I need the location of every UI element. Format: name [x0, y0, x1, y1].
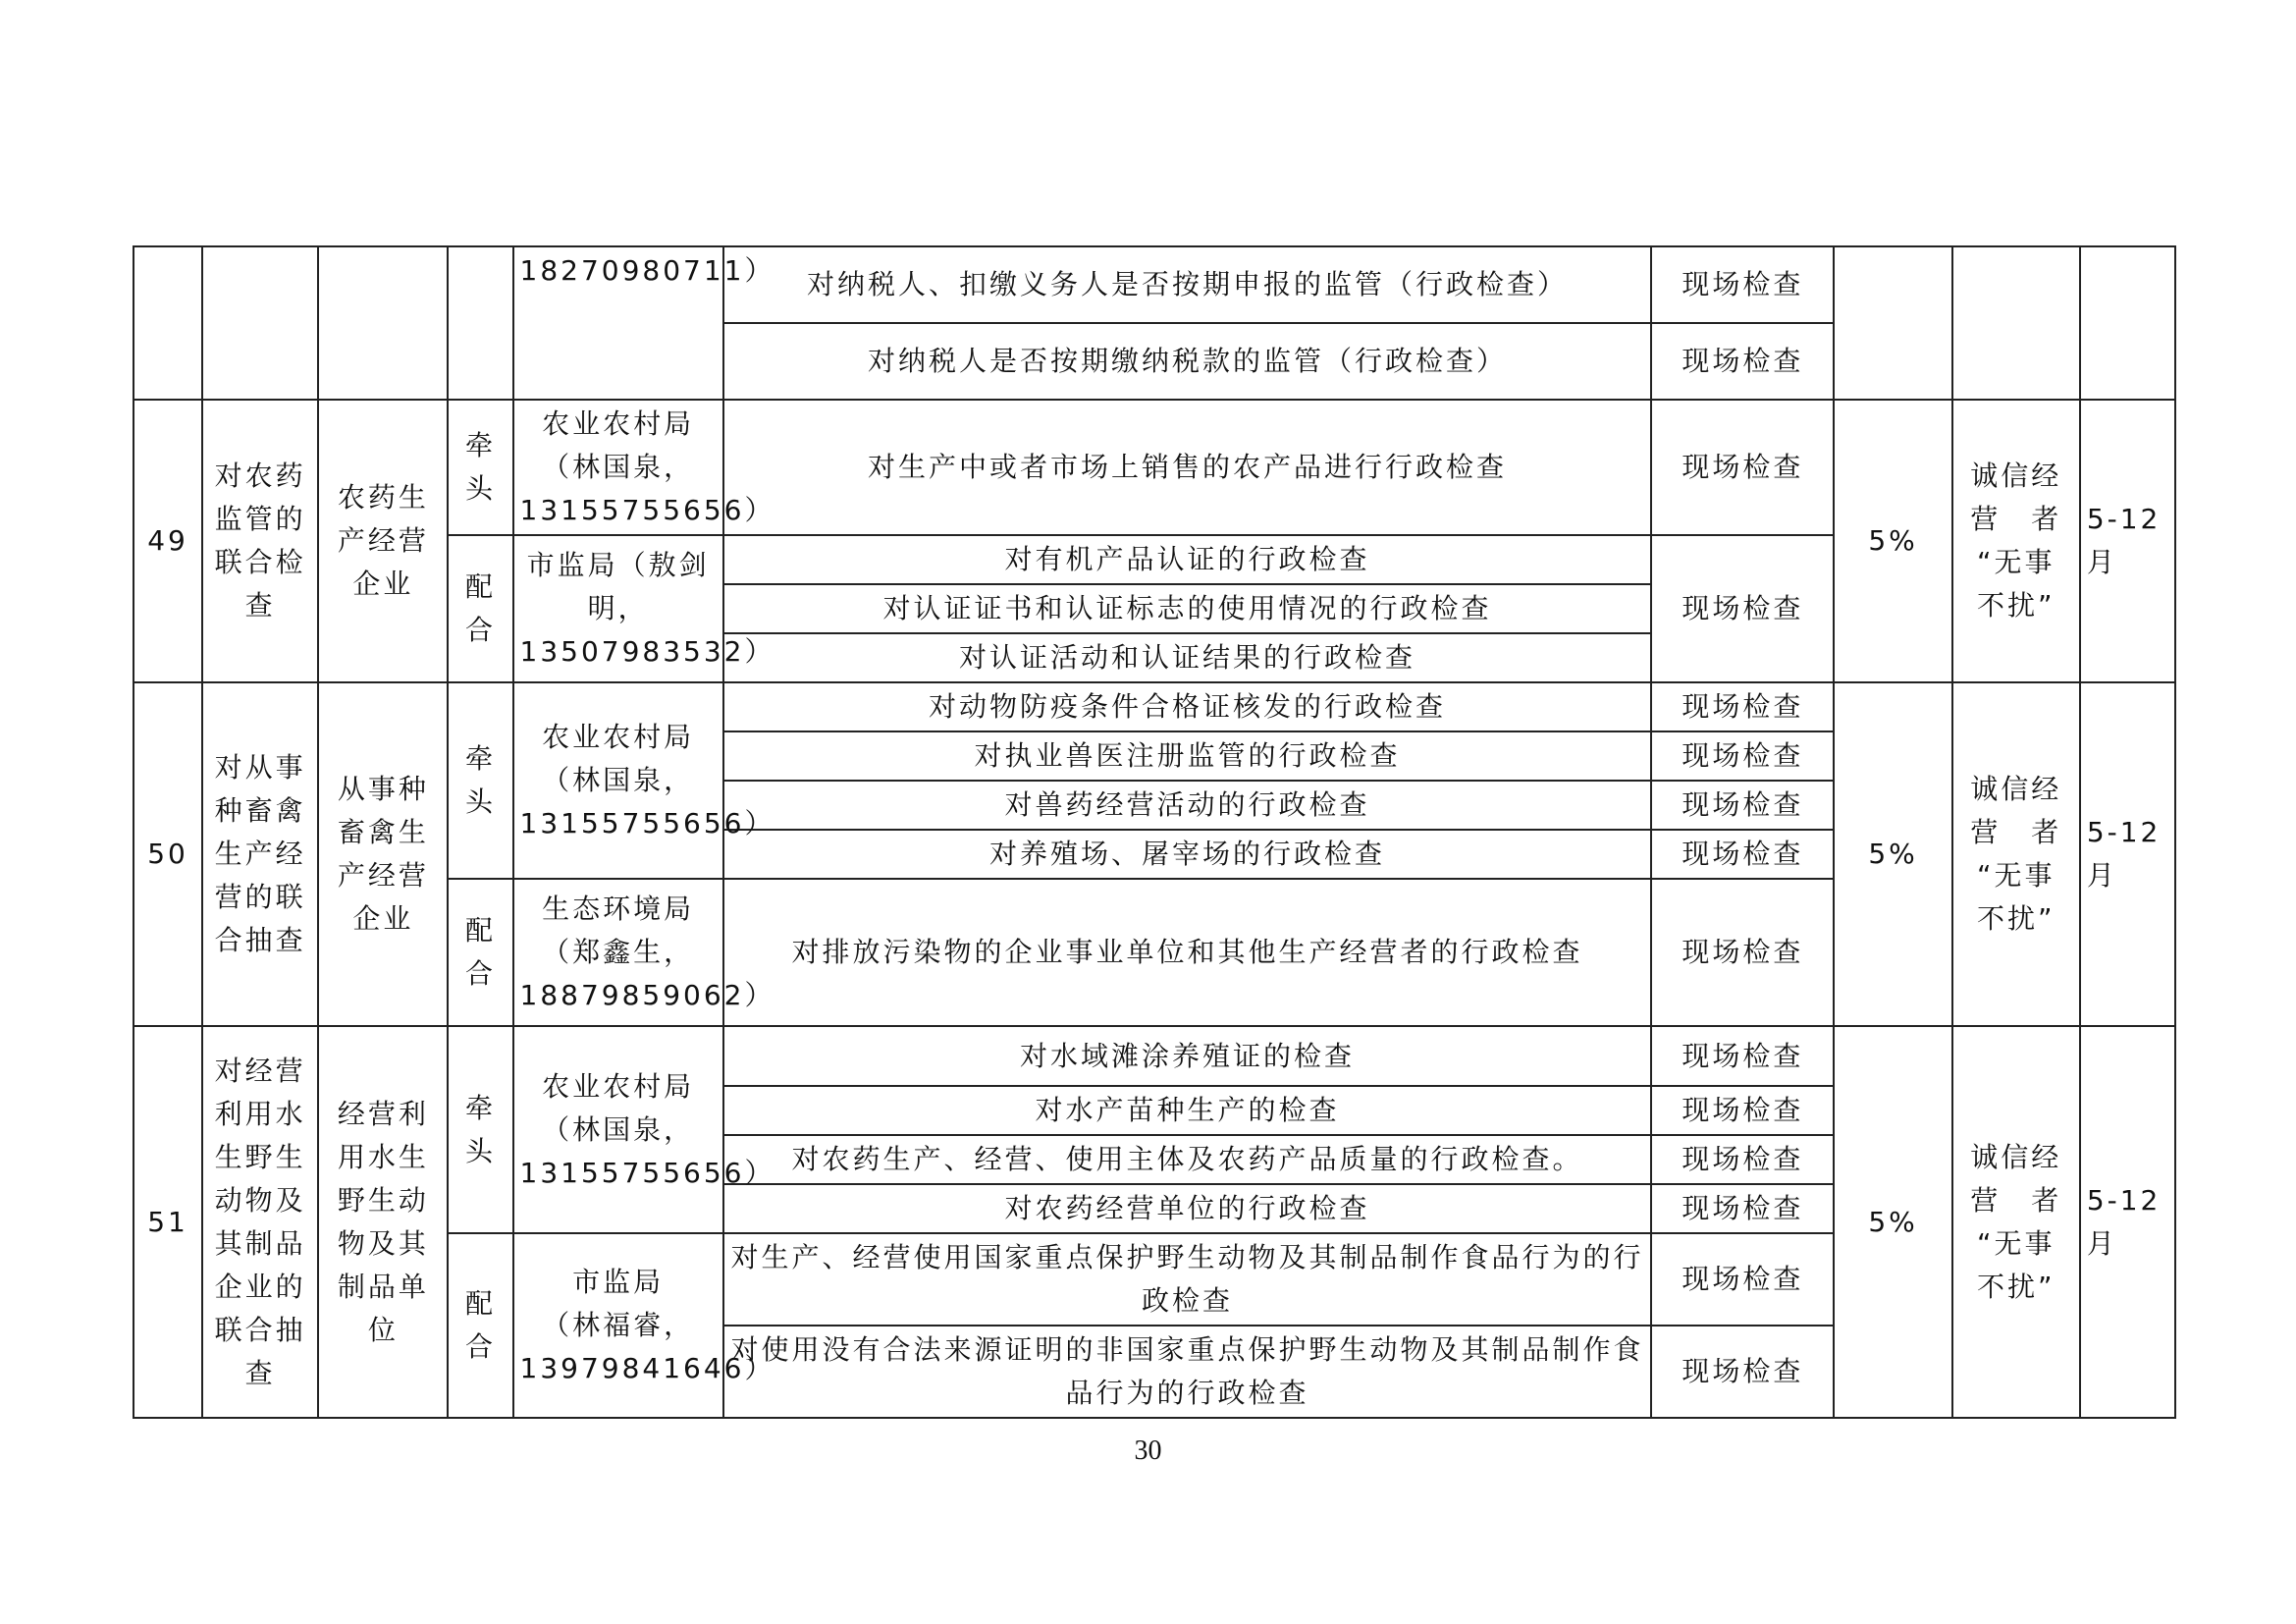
period: 5-12 月	[2080, 1026, 2175, 1418]
item-method: 现场检查	[1651, 731, 1834, 781]
item-method: 现场检查	[1651, 879, 1834, 1026]
lead-role: 牵 头	[448, 1026, 512, 1233]
ratio-cell	[1834, 246, 1951, 400]
sampling-ratio: 5%	[1834, 400, 1951, 682]
item-method: 现场检查	[1651, 1026, 1834, 1086]
assist-department: 市监局（敖剑 明， 13507983532）	[513, 535, 723, 682]
sampling-ratio: 5%	[1834, 682, 1951, 1026]
item-content: 对养殖场、屠宰场的行政检查	[723, 830, 1651, 879]
lead-department: 农业农村局 （林国泉， 13155755656）	[513, 400, 723, 535]
item-content: 对纳税人是否按期缴纳税款的监管（行政检查）	[723, 323, 1651, 400]
item-method: 现场检查	[1651, 1233, 1834, 1326]
period: 5-12 月	[2080, 682, 2175, 1026]
lead-department: 农业农村局 （林国泉， 13155755656）	[513, 1026, 723, 1233]
task-name: 对从事 种畜禽 生产经 营的联 合抽查	[202, 682, 318, 1026]
item-method: 现场检查	[1651, 1086, 1834, 1135]
table-row	[133, 682, 2175, 731]
inspection-target: 从事种 畜禽生 产经营 企业	[318, 682, 448, 1026]
task-name: 对经营 利用水 生野生 动物及 其制品 企业的 联合抽 查	[202, 1026, 318, 1418]
item-content: 对排放污染物的企业事业单位和其他生产经营者的行政检查	[723, 879, 1651, 1026]
inspection-plan-table	[133, 245, 2176, 1419]
item-content: 对水域滩涂养殖证的检查	[723, 1026, 1651, 1086]
remark-cell	[1952, 246, 2080, 400]
item-method: 现场检查	[1651, 535, 1834, 682]
item-content: 对动物防疫条件合格证核发的行政检查	[723, 682, 1651, 731]
dept-contact-cell: 18270980711）	[513, 246, 723, 400]
sampling-ratio: 5%	[1834, 1026, 1951, 1418]
item-method: 现场检查	[1651, 400, 1834, 535]
inspection-target: 农药生 产经营 企业	[318, 400, 448, 682]
item-method: 现场检查	[1651, 323, 1834, 400]
lead-role: 牵 头	[448, 682, 512, 879]
item-content: 对生产、经营使用国家重点保护野生动物及其制品制作食品行为的行政检查	[723, 1233, 1651, 1326]
remark: 诚信经 营 者 “无事 不扰”	[1952, 400, 2080, 682]
remark: 诚信经 营 者 “无事 不扰”	[1952, 682, 2080, 1026]
seq-number: 51	[133, 1026, 202, 1418]
lead-role: 牵 头	[448, 400, 512, 535]
lead-department: 农业农村局 （林国泉， 13155755656）	[513, 682, 723, 879]
item-content: 对生产中或者市场上销售的农产品进行行政检查	[723, 400, 1651, 535]
table-row	[133, 246, 2175, 323]
period-cell	[2080, 246, 2175, 400]
assist-role: 配 合	[448, 1233, 512, 1418]
task-name: 对农药 监管的 联合检 查	[202, 400, 318, 682]
item-content: 对水产苗种生产的检查	[723, 1086, 1651, 1135]
role-cell	[448, 246, 512, 400]
item-content: 对纳税人、扣缴义务人是否按期申报的监管（行政检查）	[723, 246, 1651, 323]
assist-department: 生态环境局 （郑鑫生， 18879859062）	[513, 879, 723, 1026]
item-content: 对农药经营单位的行政检查	[723, 1184, 1651, 1233]
item-content: 对认证证书和认证标志的使用情况的行政检查	[723, 584, 1651, 633]
task-cell	[202, 246, 318, 400]
page-number: 30	[1134, 1435, 1162, 1466]
item-method: 现场检查	[1651, 830, 1834, 879]
item-method: 现场检查	[1651, 1326, 1834, 1418]
item-content: 对农药生产、经营、使用主体及农药产品质量的行政检查。	[723, 1135, 1651, 1184]
assist-role: 配 合	[448, 879, 512, 1026]
item-content: 对使用没有合法来源证明的非国家重点保护野生动物及其制品制作食品行为的行政检查	[723, 1326, 1651, 1418]
item-content: 对有机产品认证的行政检查	[723, 535, 1651, 584]
item-method: 现场检查	[1651, 1184, 1834, 1233]
item-content: 对兽药经营活动的行政检查	[723, 781, 1651, 830]
item-content: 对执业兽医注册监管的行政检查	[723, 731, 1651, 781]
assist-department: 市监局 （林福睿， 13979841646）	[513, 1233, 723, 1418]
item-method: 现场检查	[1651, 781, 1834, 830]
period: 5-12 月	[2080, 400, 2175, 682]
target-cell	[318, 246, 448, 400]
seq-number: 50	[133, 682, 202, 1026]
seq-cell	[133, 246, 202, 400]
inspection-target: 经营利 用水生 野生动 物及其 制品单 位	[318, 1026, 448, 1418]
remark: 诚信经 营 者 “无事 不扰”	[1952, 1026, 2080, 1418]
seq-number: 49	[133, 400, 202, 682]
item-method: 现场检查	[1651, 1135, 1834, 1184]
table-row	[133, 400, 2175, 535]
assist-role: 配 合	[448, 535, 512, 682]
item-content: 对认证活动和认证结果的行政检查	[723, 633, 1651, 682]
table-row	[133, 1026, 2175, 1086]
item-method: 现场检查	[1651, 246, 1834, 323]
item-method: 现场检查	[1651, 682, 1834, 731]
